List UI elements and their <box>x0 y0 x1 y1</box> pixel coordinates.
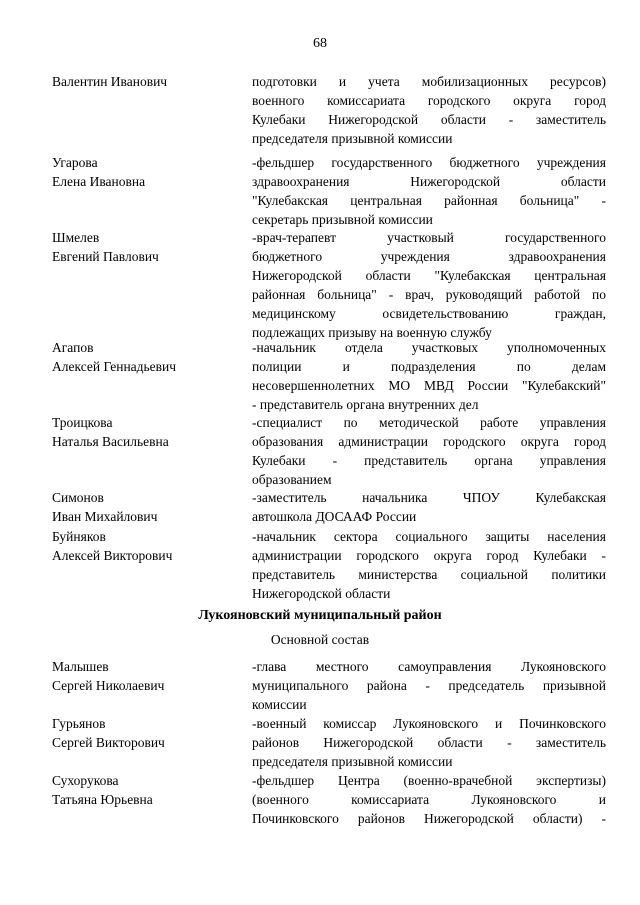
role-line: -фельдшер Центра (военно-врачебной экспертизы) <box>252 773 606 788</box>
role-line: здравоохранения Нижегородской области <box>252 174 606 189</box>
member-role <box>252 714 606 771</box>
role-line: председателя призывной комиссии <box>252 131 453 146</box>
name-line: Агапов <box>52 340 94 355</box>
role-line: - представитель органа внутренних дел <box>252 397 479 412</box>
member-name <box>52 413 242 451</box>
role-line: районов Нижегородской области - заместитель <box>252 735 606 750</box>
member-role <box>252 413 606 489</box>
name-line: Наталья Васильевна <box>52 434 169 449</box>
role-line: Нижегородской области "Кулебакская центральная <box>252 268 606 283</box>
role-line: администрации городского округа город Кулебаки - <box>252 548 606 563</box>
section-subtitle: Основной состав <box>270 632 370 647</box>
role-line: полиции и подразделения по делам <box>252 359 606 374</box>
member-role <box>252 228 606 342</box>
role-line: медицинскому освидетельствованию граждан, <box>252 306 606 321</box>
role-line: муниципального района - председатель призывной <box>252 678 606 693</box>
name-line: Татьяна Юрьевна <box>52 792 153 807</box>
member-role <box>252 338 606 414</box>
role-line: -начальник отдела участковых уполномоченных <box>252 340 606 355</box>
role-line: секретарь призывной комиссии <box>252 212 433 227</box>
name-line: Гурьянов <box>52 716 106 731</box>
member-name <box>52 527 242 565</box>
role-line: -глава местного самоуправления Лукояновского <box>252 659 606 674</box>
name-line: Шмелев <box>52 230 100 245</box>
member-name <box>52 488 242 526</box>
member-role <box>252 488 606 526</box>
role-line: несовершеннолетних МО МВД России "Кулебакский" <box>252 378 606 393</box>
role-line: образованием <box>252 472 332 487</box>
name-line: Сергей Николаевич <box>52 678 165 693</box>
member-role <box>252 72 606 148</box>
role-line: бюджетного учреждения здравоохранения <box>252 249 606 264</box>
name-line: Троицкова <box>52 415 113 430</box>
role-line: военного комиссариата городского округа город <box>252 93 606 108</box>
role-line: -специалист по методической работе управления <box>252 415 606 430</box>
member-name <box>52 228 242 266</box>
member-name <box>52 771 242 809</box>
role-line: Кулебаки - представитель органа управления <box>252 453 606 468</box>
name-line: Алексей Геннадьевич <box>52 359 177 374</box>
name-line: Симонов <box>52 490 104 505</box>
member-name <box>52 714 242 752</box>
member-role <box>252 771 606 828</box>
role-line: (военного комиссариата Лукояновского и <box>252 792 606 807</box>
member-name <box>52 338 242 376</box>
name-line: Алексей Викторович <box>52 548 173 563</box>
role-line: Кулебаки Нижегородской области - заместитель <box>252 112 606 127</box>
page-number: 68 <box>313 36 327 51</box>
role-line: председателя призывной комиссии <box>252 754 453 769</box>
member-name <box>52 657 242 695</box>
name-line: Угарова <box>52 155 98 170</box>
member-name <box>52 72 242 91</box>
role-line: -фельдшер государственного бюджетного учреждения <box>252 155 606 170</box>
role-line: подготовки и учета мобилизационных ресурсов) <box>252 74 606 89</box>
role-line: -заместитель начальника ЧПОУ Кулебакская <box>252 490 606 505</box>
role-line: представитель министерства социальной политики <box>252 567 606 582</box>
member-role <box>252 153 606 229</box>
name-line: Иван Михайлович <box>52 509 158 524</box>
member-name <box>52 153 242 191</box>
name-line: Сергей Викторович <box>52 735 165 750</box>
name-line: Валентин Иванович <box>52 74 168 89</box>
name-line: Малышев <box>52 659 109 674</box>
role-line: подлежащих призыву на военную службу <box>252 325 492 340</box>
name-line: Евгений Павлович <box>52 249 159 264</box>
role-line: автошкола ДОСААФ России <box>252 509 417 524</box>
role-line: -начальник сектора социального защиты населения <box>252 529 606 544</box>
district-title: Лукояновский муниципальный район <box>198 608 442 623</box>
name-line: Сухорукова <box>52 773 119 788</box>
name-line: Буйняков <box>52 529 106 544</box>
role-line: образования администрации городского округа город <box>252 434 606 449</box>
role-line: районная больница" - врач, руководящий работой по <box>252 287 606 302</box>
name-line: Елена Ивановна <box>52 174 146 189</box>
role-line: комиссии <box>252 697 307 712</box>
role-line: Нижегородской области <box>252 586 391 601</box>
role-line: "Кулебакская центральная районная больница" - <box>252 193 606 208</box>
role-line: Починковского районов Нижегородской области) - <box>252 811 606 826</box>
member-role <box>252 657 606 714</box>
member-role <box>252 527 606 603</box>
role-line: -врач-терапевт участковый государственного <box>252 230 606 245</box>
role-line: -военный комиссар Лукояновского и Починковского <box>252 716 606 731</box>
